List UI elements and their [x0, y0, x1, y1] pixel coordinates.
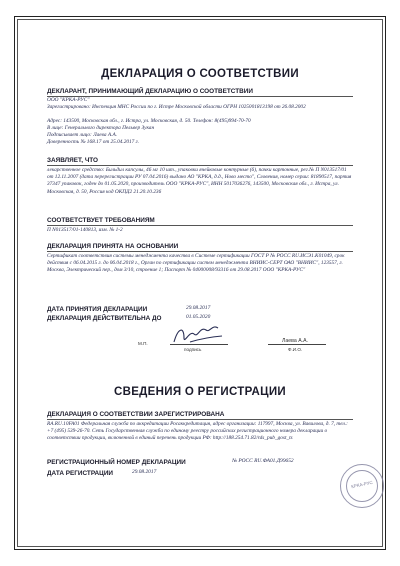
requirements-text: П N013517/01-140813, изм. № 1-2	[47, 227, 123, 233]
fio-label: Ф.И.О.	[288, 347, 303, 352]
applicant-name: ООО "КРКА-РУС"	[47, 97, 90, 103]
divider	[47, 251, 353, 252]
product-text: лекарственное средство: Бильдил капсулы, 46 мг 10 шт., упаковки ячейковые контурные (6), пачки картонные, рег.№ П N013517/01 от 12.11.2007 (дата перерегистрации РУ 07.04.2016) выдано АО "КРКА, д.д., Ново место", Словения, номер серии: 81890517, партия 37347 упаковок, годен до 01.05.2020, производитель ООО "КРКА-РУС", ИНН 5017036276, 143500, Московская обл., г. Истра, ул. Московская, д. 50, Россия код ОКПД2 21.20.10.236	[47, 167, 352, 195]
registration-number-label: РЕГИСТРАЦИОННЫЙ НОМЕР ДЕКЛАРАЦИИ	[47, 459, 186, 466]
registration-title: СВЕДЕНИЯ О РЕГИСТРАЦИИ	[114, 386, 286, 398]
mp-label: М.П.	[138, 341, 148, 346]
divider	[47, 165, 353, 166]
signature-line	[170, 344, 228, 345]
registration-date-value: 29.08.2017	[132, 469, 157, 475]
registration-date-label: ДАТА РЕГИСТРАЦИИ	[47, 470, 114, 477]
power-of-attorney: Доверенность № 168.17 от 25.04.2017 г.	[47, 139, 139, 145]
official-seal	[340, 464, 384, 508]
declaration-title: ДЕКЛАРАЦИЯ О СООТВЕТСТВИИ	[101, 68, 299, 80]
signer-name: Лаева А.А.	[282, 338, 309, 344]
registration-number-value: № РОСС RU.ФА01.Д99652	[232, 458, 294, 464]
fio-line	[268, 344, 326, 345]
basis-text: Сертификат соответствия системы менеджмента качества в Системе сертификации ГОСТ Р № РОСС RU.ИСЭ1.К01049, срок действия с 06.04.2015 г. до 06.04.2018 г., Орган по сертификации систем менеджмента ВНИИС-СЕРТ ОАО "ВНИИС", 123557, г. Москва, Электрический пер., дом 3/10, строение 1; Паспорт № 04000008/93316 от 29.08.2017 ООО "КРКА-РУС"	[47, 253, 345, 274]
signature-label: подпись	[184, 347, 202, 352]
seal-text: КРКА-РУС	[350, 479, 374, 490]
date-accepted-value: 29.08.2017	[186, 305, 211, 311]
signatory-line: В лице: Генерального директора Пельвер Зукан	[47, 125, 155, 131]
declares-heading: ЗАЯВЛЯЕТ, ЧТО	[47, 157, 99, 164]
requirements-heading: СООТВЕТСТВУЕТ ТРЕБОВАНИЯМ	[47, 217, 155, 224]
date-accepted-label: ДАТА ПРИНЯТИЯ ДЕКЛАРАЦИИ	[47, 306, 148, 313]
valid-until-label: ДЕКЛАРАЦИЯ ДЕЙСТВИТЕЛЬНА ДО	[47, 315, 162, 322]
signatory-name-line: Подписывает лицо: Лаева А.А.	[47, 132, 118, 138]
valid-until-value: 01.05.2020	[186, 314, 211, 320]
divider	[47, 225, 353, 226]
registered-line: Зарегистрировано: Инспекция МНС России по г. Истре Московской области ОГРН 1025001813198 от 26.08.2002	[47, 104, 306, 110]
basis-heading: ДЕКЛАРАЦИЯ ПРИНЯТА НА ОСНОВАНИИ	[47, 243, 179, 250]
registered-text: RA.RU.10FA01 Федеральная служба по аккредитации Росаккредитация, адрес организации: 117997, Москва, ул. Вавилова, д. 7, тел.: +7 (495) 539-26-70. Сеть Государственная служба по единому реестру российских регистрационного номера декларации о соответствии продукции, включенной в единый перечень продукции РФ: http://188.254.71.82/rds_pub_gost_ts	[47, 421, 348, 442]
divider	[47, 419, 353, 420]
registered-heading: ДЕКЛАРАЦИЯ О СООТВЕТСТВИИ ЗАРЕГИСТРИРОВАНА	[47, 411, 225, 418]
applicant-heading: ДЕКЛАРАНТ, ПРИНИМАЮЩИЙ ДЕКЛАРАЦИЮ О СООТВЕТСТВИИ	[47, 88, 253, 95]
address-line: Адрес: 143500, Московская обл., г. Истра, ул. Московская, д. 50. Телефон: 8(495)994-70-70	[47, 118, 251, 124]
